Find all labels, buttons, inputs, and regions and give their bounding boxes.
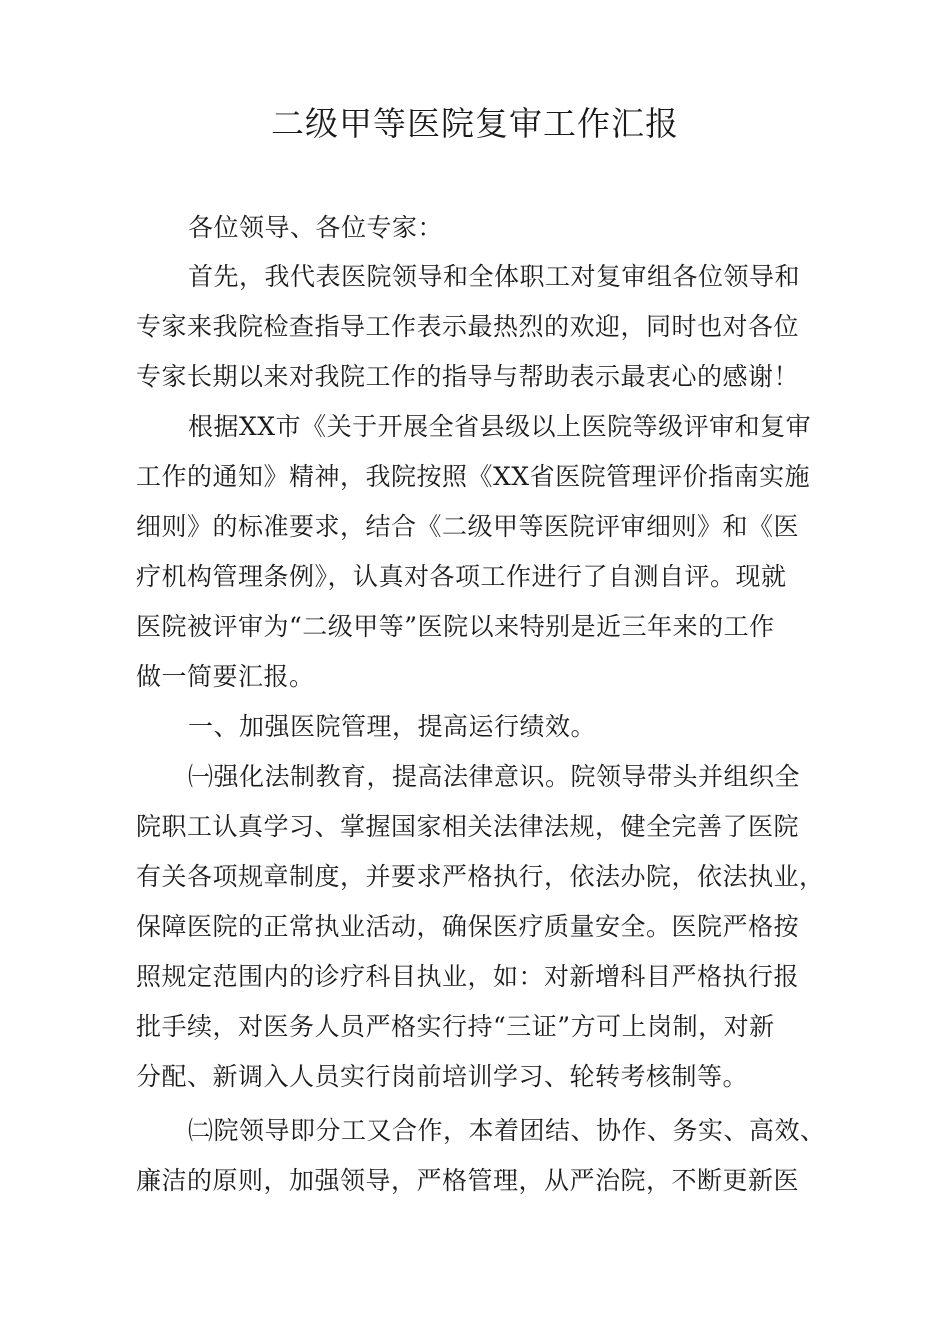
document-title: 二级甲等医院复审工作汇报	[271, 104, 679, 143]
paragraph-line: 廉洁的原则，加强领导，严格管理，从严治院，不断更新医	[136, 1166, 800, 1195]
paragraph-line: 医院被评审为“二级甲等”医院以来特别是近三年来的工作	[136, 612, 775, 641]
salutation: 各位领导、各位专家：	[188, 213, 444, 242]
paragraph-line: 做一简要汇报。	[136, 662, 315, 691]
paragraph-line: 细则》的标准要求，结合《二级甲等医院评审细则》和《医	[136, 512, 800, 541]
paragraph-line: 首先，我代表医院领导和全体职工对复审组各位领导和	[188, 262, 801, 291]
paragraph-line: 工作的通知》精神，我院按照《XX省医院管理评价指南实施	[136, 462, 811, 491]
paragraph-line: ㈠强化法制教育，提高法律意识。院领导带头并组织全	[188, 762, 801, 791]
paragraph-line: 批手续，对医务人员严格实行持“三证”方可上岗制，对新	[136, 1012, 775, 1041]
paragraph-line: 保障医院的正常执业活动，确保医疗质量安全。医院严格按	[136, 912, 800, 941]
paragraph-line: 疗机构管理条例》，认真对各项工作进行了自测自评。现就	[136, 562, 787, 591]
section-heading: 一、加强医院管理，提高运行绩效。	[188, 712, 597, 741]
paragraph-line: 根据XX市《关于开展全省县级以上医院等级评审和复审	[188, 412, 812, 441]
paragraph-line: 专家来我院检查指导工作表示最热烈的欢迎，同时也对各位	[136, 312, 800, 341]
paragraph-line: 照规定范围内的诊疗科目执业，如：对新增科目严格执行报	[136, 962, 800, 991]
paragraph-line: ㈡院领导即分工又合作，本着团结、协作、务实、高效、	[188, 1116, 826, 1145]
paragraph-line: 有关各项规章制度，并要求严格执行，依法办院，依法执业，	[136, 862, 825, 891]
paragraph-line: 专家长期以来对我院工作的指导与帮助表示最衷心的感谢！	[136, 362, 800, 391]
paragraph-line: 分配、新调入人员实行岗前培训学习、轮转考核制等。	[136, 1062, 749, 1091]
paragraph-line: 院职工认真学习、掌握国家相关法律法规，健全完善了医院	[136, 812, 800, 841]
